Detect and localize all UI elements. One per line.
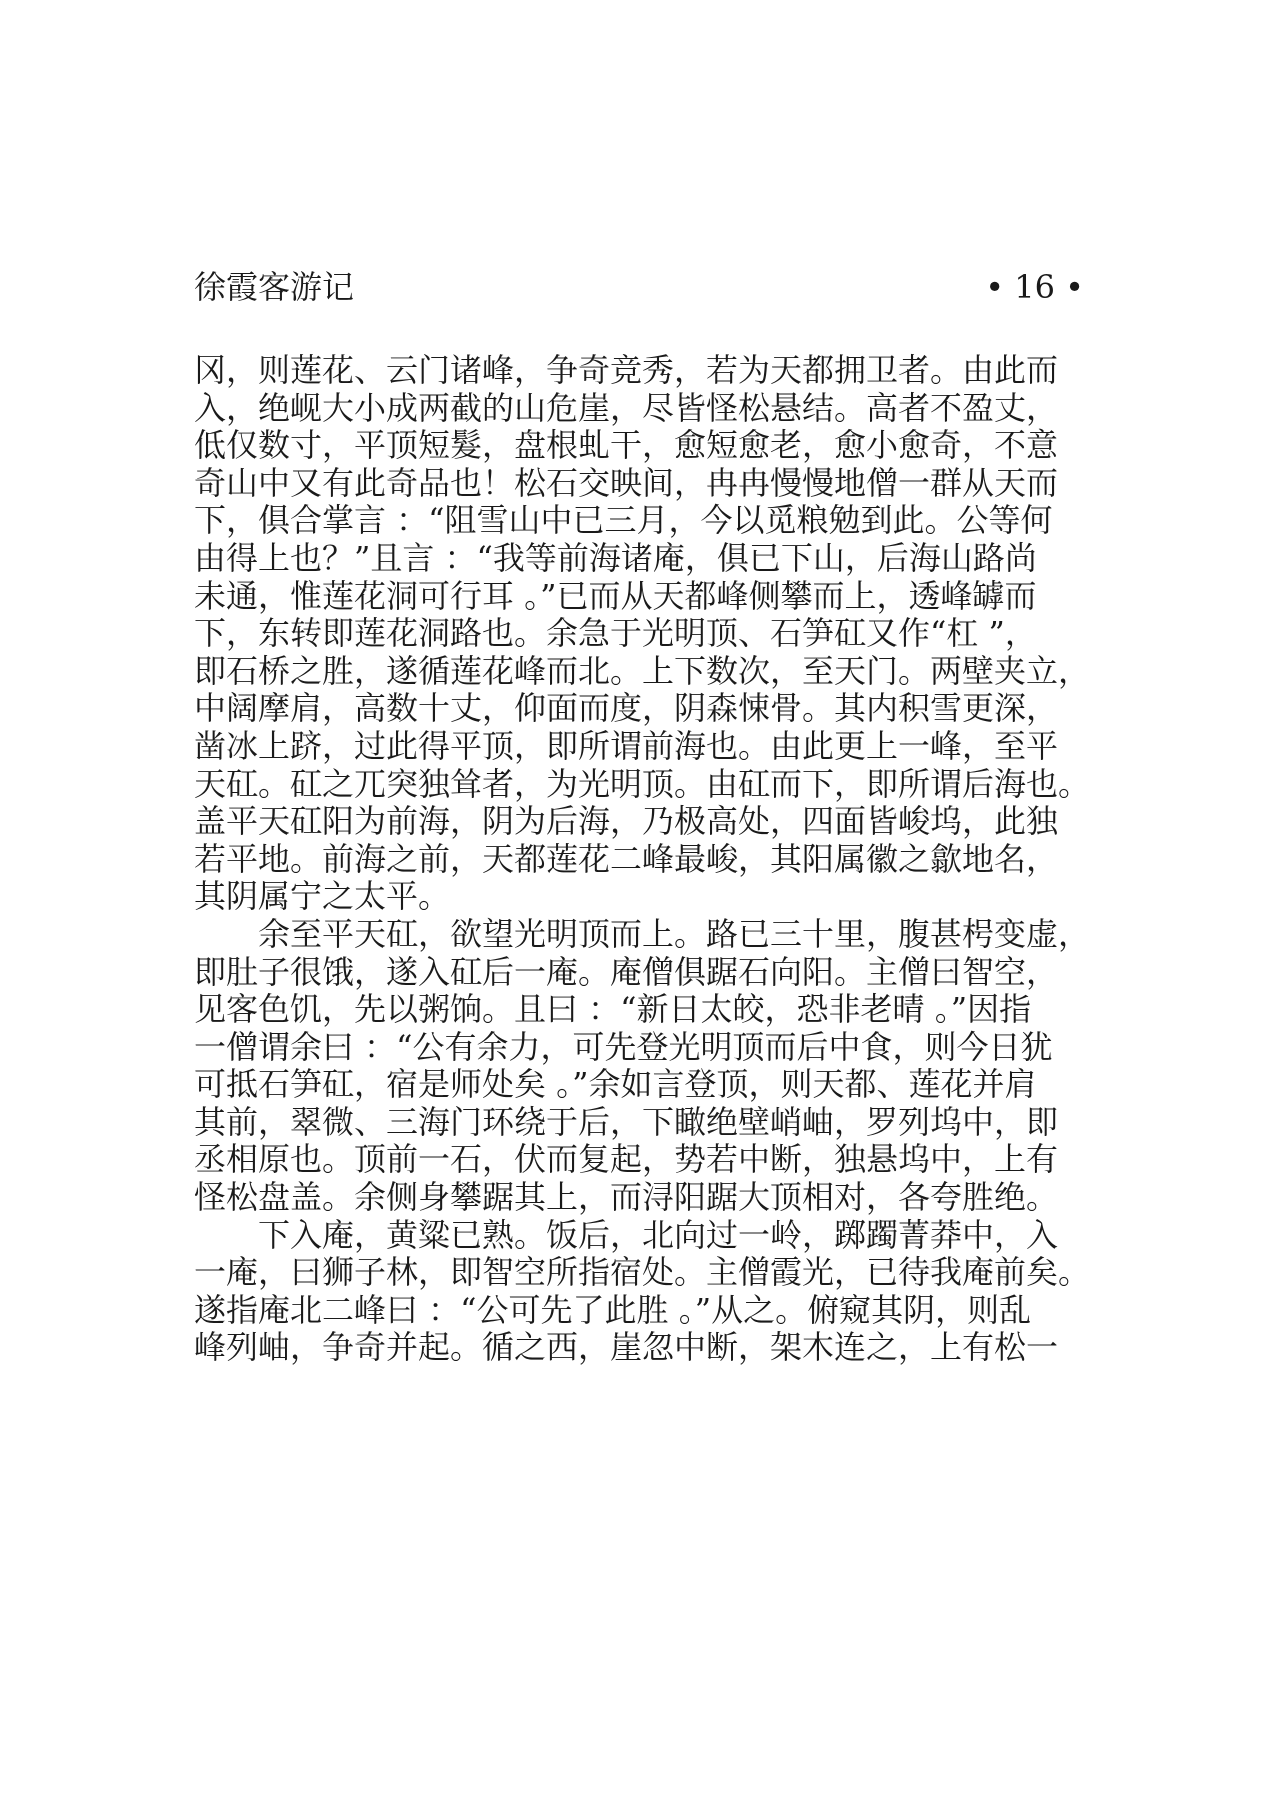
text-line: 见客色饥，先以粥饷。且曰 ：“新日太皎，恐非老晴 。”因指 <box>194 990 1032 1029</box>
text-line: 天矼。矼之兀突独耸者，为光明顶。由矼而下，即所谓后海也。 <box>194 764 1091 803</box>
text-line: 一庵，曰狮子林，即智空所指宿处。主僧霞光，已待我庵前矣。 <box>194 1253 1091 1292</box>
text-line: 即肚子很饿，遂入矼后一庵。庵僧俱踞石向阳。主僧曰智空， <box>194 952 1059 991</box>
text-line: 盖平天矼阳为前海，阴为后海，乃极高处，四面皆峻坞，此独 <box>194 802 1059 841</box>
text-line: 凿冰上跻，过此得平顶，即所谓前海也。由此更上一峰，至平 <box>194 726 1059 765</box>
page-number: • 16 • <box>985 268 1084 306</box>
text-line: 即石桥之胜，遂循莲花峰而北。上下数次，至天门。两壁夹立， <box>194 651 1091 690</box>
text-line: 若平地。前海之前，天都莲花二峰最峻，其阳属徽之歙地名， <box>194 839 1059 878</box>
text-line: 中阔摩肩，高数十丈，仰面而度，阴森悚骨。其内积雪更深， <box>194 689 1059 728</box>
text-line: 奇山中又有此奇品也！松石交映间，冉冉慢慢地僧一群从天而 <box>194 463 1059 502</box>
text-line: 一僧谓余曰 ：“公有余力，可先登光明顶而后中食，则今日犹 <box>194 1027 1053 1066</box>
text-line: 由得上也？”且言 ：“我等前海诸庵，俱已下山，后海山路尚 <box>194 538 1037 577</box>
page-header <box>194 262 1084 312</box>
paragraph-start-line: 余至平天矼，欲望光明顶而上。路已三十里，腹甚枵变虚， <box>258 914 1091 953</box>
text-line: 入，绝岘大小成两截的山危崖，尽皆怪松悬结。高者不盈丈， <box>194 388 1059 427</box>
text-line: 冈，则莲花、云门诸峰，争奇竞秀，若为天都拥卫者。由此而 <box>194 351 1059 389</box>
paragraph-start-line: 下入庵，黄粱已熟。饭后，北向过一岭，踯躅菁莽中，入 <box>258 1215 1059 1254</box>
text-line: 丞相原也。顶前一石，伏而复起，势若中断，独悬坞中，上有 <box>194 1140 1059 1179</box>
text-line: 下，东转即莲花洞路也。余急于光明顶、石笋矼又作“杠 ”， <box>194 614 1037 653</box>
text-line: 其阴属宁之太平。 <box>194 877 451 916</box>
book-title: 徐霞客游记 <box>194 268 355 306</box>
text-line: 未通，惟莲花洞可行耳 。”已而从天都峰侧攀而上，透峰罅而 <box>194 576 1037 615</box>
text-line: 其前，翠微、三海门环绕于后，下瞰绝壁峭岫，罗列坞中，即 <box>194 1102 1059 1141</box>
text-line: 怪松盘盖。余侧身攀踞其上，而浔阳踞大顶相对，各夸胜绝。 <box>194 1178 1059 1217</box>
text-line: 下，俱合掌言 ：“阻雪山中已三月，今以觅粮勉到此。公等何 <box>194 501 1053 540</box>
text-line: 遂指庵北二峰曰 ：“公可先了此胜 。”从之。俯窥其阴，则乱 <box>194 1290 1032 1329</box>
text-line: 低仅数寸，平顶短髮，盘根虬干，愈短愈老，愈小愈奇，不意 <box>194 426 1059 465</box>
body-text <box>194 352 1094 1367</box>
text-line: 可抵石笋矼，宿是师处矣 。”余如言登顶，则天都、莲花并肩 <box>194 1065 1037 1104</box>
text-line: 峰列岫，争奇并起。循之西，崖忽中断，架木连之，上有松一 <box>194 1328 1059 1367</box>
